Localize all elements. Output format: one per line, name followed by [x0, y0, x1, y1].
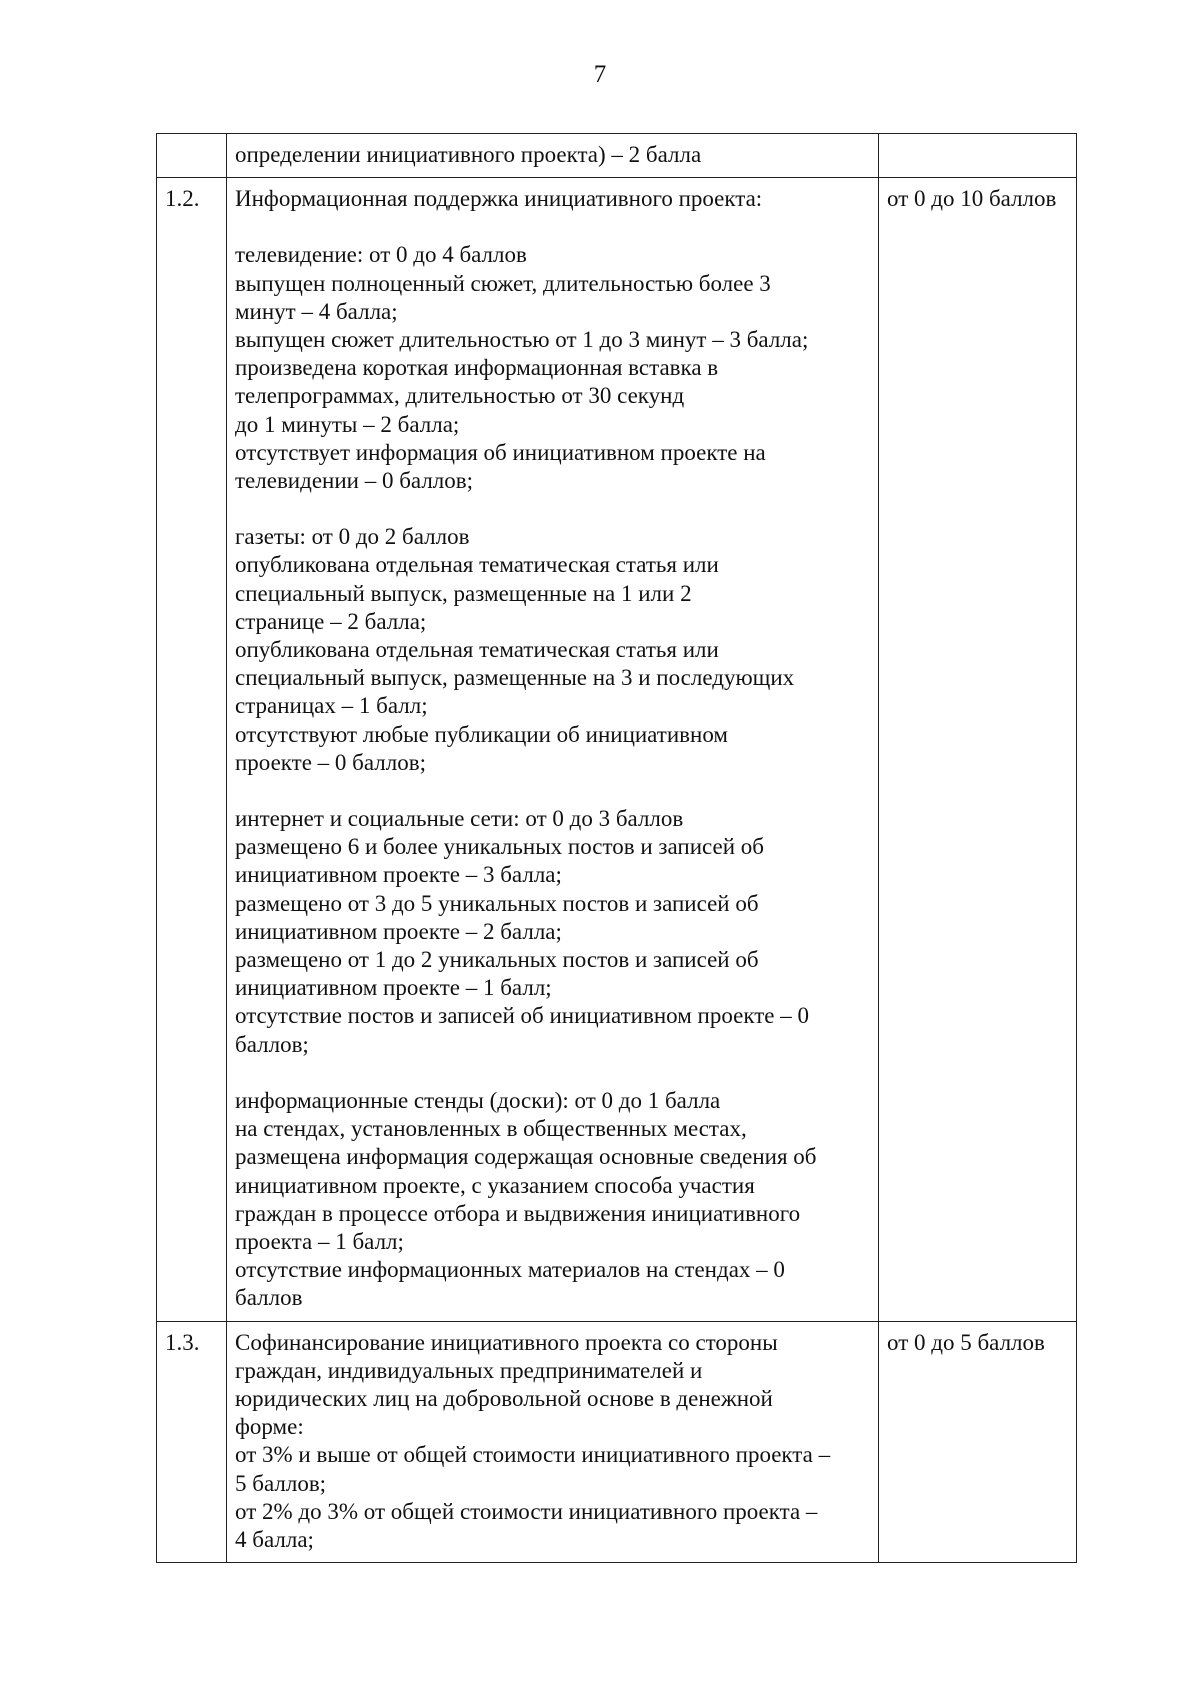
page-number: 7 [593, 61, 607, 88]
text-line: произведена короткая информационная вставка в [235, 355, 719, 381]
text-line: проекта – 1 балл; [235, 1228, 404, 1254]
table-row [157, 178, 1077, 1321]
text-line: инициативном проекте – 1 балл; [235, 975, 552, 1001]
text-line: интернет и социальные сети: от 0 до 3 баллов [235, 806, 684, 832]
criterion-number [157, 134, 227, 178]
criteria-table [156, 133, 1077, 1563]
criterion-description [227, 134, 879, 178]
criterion-score-range: от 0 до 5 баллов [879, 1321, 1077, 1563]
text-line: Информационная поддержка инициативного проекта: [235, 186, 763, 212]
text-line: инициативном проекте – 3 балла; [235, 862, 562, 888]
text-line: определении инициативного проекта) – 2 балла [235, 142, 702, 167]
text-line: на стендах, установленных в общественных местах, [235, 1116, 747, 1142]
criterion-description [227, 178, 879, 1321]
text-line: отсутствие информационных материалов на стендах – 0 [235, 1257, 785, 1283]
text-line: Софинансирование инициативного проекта со стороны [235, 1329, 778, 1355]
description-paragraph [235, 1087, 878, 1313]
text-line: выпущен сюжет длительностью от 1 до 3 минут – 3 балла; [235, 327, 809, 353]
text-line: баллов [235, 1285, 303, 1311]
text-line: опубликована отдельная тематическая статья или [235, 637, 719, 663]
text-line: специальный выпуск, размещенные на 3 и последующих [235, 665, 795, 691]
criterion-number: 1.3. [157, 1321, 227, 1563]
text-line: 4 балла; [235, 1526, 314, 1552]
text-line: 5 баллов; [235, 1470, 327, 1496]
text-line: граждан, индивидуальных предпринимателей и [235, 1357, 703, 1383]
text-line: специальный выпуск, размещенные на 1 или 2 [235, 580, 692, 606]
text-line: от 2% до 3% от общей стоимости инициативного проекта – [235, 1498, 818, 1524]
criterion-score-range [879, 134, 1077, 178]
text-line: размещена информация содержащая основные сведения об [235, 1144, 817, 1170]
description-paragraph [235, 141, 878, 169]
text-line: проекте – 0 баллов; [235, 749, 426, 775]
text-line: газеты: от 0 до 2 баллов [235, 524, 470, 550]
text-line: телевидение: от 0 до 4 баллов [235, 242, 527, 268]
text-line: выпущен полноценный сюжет, длительностью более 3 [235, 270, 771, 296]
description-paragraph [235, 523, 878, 777]
text-line: инициативном проекте – 2 балла; [235, 918, 562, 944]
text-line: размещено от 1 до 2 уникальных постов и записей об [235, 947, 759, 973]
description-paragraph [235, 805, 878, 1059]
text-line: телепрограммах, длительностью от 30 секунд [235, 383, 685, 409]
text-line: размещено 6 и более уникальных постов и записей об [235, 834, 764, 860]
text-line: до 1 минуты – 2 балла; [235, 411, 460, 437]
text-line: отсутствуют любые публикации об инициативном [235, 721, 728, 747]
text-line: минут – 4 балла; [235, 298, 398, 324]
description-paragraph [235, 185, 878, 213]
text-line: информационные стенды (доски): от 0 до 1 балла [235, 1087, 721, 1113]
text-line: от 3% и выше от общей стоимости инициативного проекта – [235, 1442, 831, 1468]
criteria-table-body [157, 134, 1077, 1563]
text-line: телевидении – 0 баллов; [235, 468, 474, 494]
text-line: отсутствие постов и записей об инициативном проекте – 0 [235, 1003, 809, 1029]
text-line: форме: [235, 1414, 304, 1440]
criterion-score-range: от 0 до 10 баллов [879, 178, 1077, 1321]
text-line: опубликована отдельная тематическая статья или [235, 552, 719, 578]
description-paragraph [235, 241, 878, 495]
text-line: странице – 2 балла; [235, 608, 427, 634]
text-line: размещено от 3 до 5 уникальных постов и записей об [235, 890, 759, 916]
text-line: юридических лиц на добровольной основе в денежной [235, 1385, 773, 1411]
text-line: баллов; [235, 1031, 309, 1057]
text-line: страницах – 1 балл; [235, 693, 428, 719]
description-paragraph [235, 1329, 878, 1555]
criterion-description [227, 1321, 879, 1563]
table-row [157, 134, 1077, 178]
text-line: инициативном проекте, с указанием способа участия [235, 1172, 755, 1198]
criterion-number: 1.2. [157, 178, 227, 1321]
text-line: отсутствует информация об инициативном проекте на [235, 439, 766, 465]
table-row [157, 1321, 1077, 1563]
text-line: граждан в процессе отбора и выдвижения инициативного [235, 1200, 801, 1226]
